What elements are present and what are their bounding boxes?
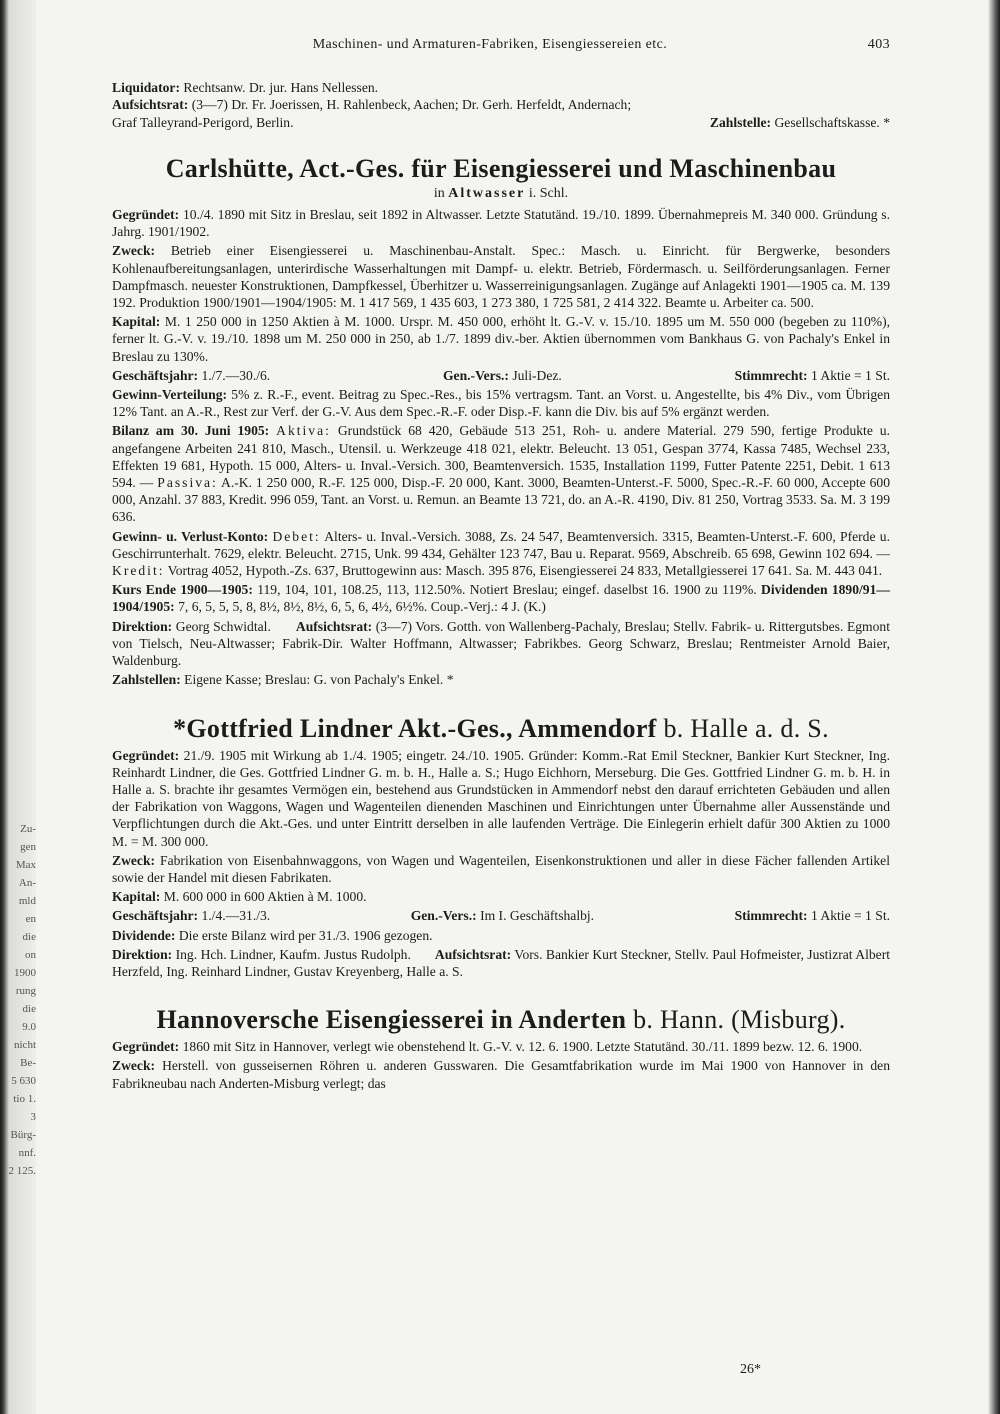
margin-fragment: nicht: [14, 1039, 36, 1051]
label: Liquidator:: [112, 80, 180, 96]
entry-heading-hannover: Hannoversche Eisengiesserei in Anderten b. Hann. (Misburg).: [156, 1005, 846, 1035]
lindner-kapital: Kapital: M. 600 000 in 600 Aktien à M. 1000.: [112, 889, 367, 905]
left-margin-fragments: [0, 820, 36, 1180]
text: Graf Talleyrand-Perigord, Berlin.: [112, 114, 294, 130]
margin-fragment: Zu-: [20, 823, 36, 835]
signature-mark: 26*: [740, 1362, 761, 1377]
label: Zahlstelle:: [709, 114, 772, 130]
carlshuette-bilanz: Bilanz am 30. Juni 1905: Aktiva: Grundstück 68 420, Gebäude 513 251, Roh- u. andere Material. 279 590, fertige Produkte u. angefangene Arbeiten 241 810, Masch., Utensil. u. Werkzeuge 418 021, elektr. Beleucht. 13 051, Gespan 3774, Kassa 7485, Wechsel 233, Effekten 19 681, Hypoth. 15 000, Alters- u. Inval.-Versich. 300, Beamtenversich. 1535, Installation 1199, Futter Patente 2251, Debit. 1 613 594. — Passiva: A.-K. 1 250 000, R.-F. 125 000, Disp.-F. 20 000, Kant. 3000, Beamten-Unterst.-F. 5000, Spec.-R.-F. 60 000, Accepte 600 000, Anzahl. 37 883, Kredit. 996 059, Tant. an Vorst. u. Remun. an Beamte 13 721, do. an A.-R. 4190, Div. 81 250, Vortrag 3533. Sa. M. 3 199 636.: [112, 423, 891, 525]
prev-aufsichtsrat: [112, 96, 890, 113]
carlshuette-kapital: Kapital: M. 1 250 000 in 1250 Aktien à M. 1000. Urspr. M. 450 000, erhöht lt. G.-V. v. 15./10. 1895 um M. 550 000 (begeben zu 110%), ferner lt. G.-V. v. 19./10. 1898 um M. 250 000 in 250, ab 1./7. 1899 div.-ber. Aktien übernommen vom Bankhaus G. von Pachaly's Enkel in Breslau zu 130%.: [112, 314, 890, 364]
entry-subheading-carlshuette: in Altwasser i. Schl.: [433, 185, 569, 201]
margin-fragment: die: [22, 1003, 36, 1015]
lindner-direktion-aufsichtsrat: Direktion: Ing. Hch. Lindner, Kaufm. Justus Rudolph. Aufsichtsrat: Vors. Bankier Kurt Steckner, Stellv. Paul Hofmeister, Justizrat Albert Herzfeld, Ing. Reinhard Lindner, Gustav Kreyenberg, Halle a. S.: [112, 946, 890, 979]
margin-fragment: An-: [18, 877, 36, 889]
running-head: [112, 36, 890, 53]
carlshuette-gegruendet: Gegründet: 10./4. 1890 mit Sitz in Breslau, seit 1892 in Altwasser. Letzte Statutänd. 19./10. 1899. Übernahmepreis M. 340 000. Gründung s. Jahrg. 1901/1902.: [112, 207, 890, 240]
text: Rechtsanw. Dr. jur. Hans Nellessen.: [183, 80, 379, 96]
margin-fragment: 3: [30, 1111, 36, 1123]
text: (3—7) Dr. Fr. Joerissen, H. Rahlenbeck, Aachen; Dr. Gerh. Herfeldt, Andernach;: [191, 97, 632, 113]
lindner-dividende: Dividende: Die erste Bilanz wird per 31./3. 1906 gezogen.: [112, 927, 433, 943]
lindner-geschaeftsjahr-row: Geschäftsjahr: 1./4.—31./3. Gen.-Vers.: Im I. Geschäftshalbj. Stimmrecht: 1 Aktie = 1 St.: [112, 908, 890, 924]
prev-liquidator: [112, 79, 890, 96]
carlshuette-zweck: Zweck: Betrieb einer Eisengiesserei u. Maschinenbau-Anstalt. Spec.: Masch. u. Einricht. für Bergwerke, besonders Kohlenaufbereitungsanlagen, unterirdische Wasserhaltungen mit Dampf- u. elektr. Betrieb, Fördermasch. u. Seilförderungsanlagen. Ferner Dampfmasch. neuester Konstruktionen, Dampfkessel, Überhitzer u. Wasserreinigungsanlagen. Zugänge auf Anlagekti 1901—1905 ca. M. 139 192. Produktion 1900/1901—1904/1905: M. 1 417 569, 1 435 603, 1 273 380, 1 725 581, 2 414 322. Beamte u. Arbeiter ca. 500.: [112, 243, 890, 311]
label: Aufsichtsrat:: [112, 97, 189, 113]
document-page: [112, 36, 890, 1092]
lindner-gegruendet: Gegründet: 21./9. 1905 mit Wirkung ab 1./4. 1905; eingetr. 24./10. 1905. Gründer: Komm.-Rat Emil Steckner, Bankier Kurt Steckner, Ing. Reinhardt Lindner, die Ges. Gottfried Lindner G. m. b. H., Halle a. S.; Hugo Eichhorn, Merseburg. Die Ges. Gottfried Lindner G. m. b. H. in Halle a. S. brachte ihr gesamtes Vermögen ein, bestehend aus Grundstücken in Ammendorf nebst den darauf errichteten Gebäuden und allen der Fabrikation von Waggons, Wagen und Wagenteilen dienenden Maschinen und Einrichtungen unter Übernahme aller Aussenstände und Verpflichtungen durch die Akt.-Ges. und unter Eintritt derselben in alle laufenden Verträge. Die Einlegerin erhielt dafür 300 Aktien zu 1000 M. = M. 300 000.: [112, 747, 891, 849]
margin-fragment: 9.0: [22, 1021, 36, 1033]
margin-fragment: 2 125.: [8, 1165, 36, 1177]
carlshuette-direktion-aufsichtsrat: Direktion: Georg Schwidtal. Aufsichtsrat: (3—7) Vors. Gotth. von Wallenberg-Pachaly, Breslau; Stellv. Fabrik- u. Rittergutsbes. Egmont von Tielsch, Neu-Altwasser; Fabrik-Dir. Walter Hoffmann, Altwasser; Fabrikbes. Georg Schwarz, Breslau; Rentmeister Arnold Baier, Waldenburg.: [112, 618, 890, 669]
lindner-zweck: Zweck: Fabrikation von Eisenbahnwaggons, von Wagen und Wagenteilen, Eisenkonstruktionen und aller in diese Fächer fallenden Artikel sowie der Handel mit diesen Fabrikaten.: [112, 852, 890, 885]
page-edge-right: [988, 0, 1000, 1414]
margin-fragment: gen: [20, 841, 36, 853]
hannover-gegruendet: Gegründet: 1860 mit Sitz in Hannover, verlegt wie obenstehend lt. G.-V. v. 12. 6. 1900. Letzte Statutänd. 30./11. 1899 bezw. 12. 6. 1900.: [112, 1039, 863, 1055]
margin-fragment: rung: [15, 985, 36, 997]
margin-fragment: en: [25, 913, 36, 925]
margin-fragment: Be-: [20, 1057, 36, 1069]
margin-fragment: Max: [15, 859, 36, 871]
entry-heading-lindner: *Gottfried Lindner Akt.-Ges., Ammendorf b. Halle a. d. S.: [173, 713, 829, 743]
binding-gutter-left: [0, 0, 36, 1414]
carlshuette-zahlstellen: Zahlstellen: Eigene Kasse; Breslau: G. von Pachaly's Enkel. *: [112, 672, 454, 688]
margin-fragment: tio 1.: [13, 1093, 36, 1105]
carlshuette-geschaeftsjahr-row: Geschäftsjahr: 1./7.—30./6. Gen.-Vers.: Juli-Dez. Stimmrecht: 1 Aktie = 1 St.: [112, 367, 890, 383]
margin-fragment: 1900: [14, 967, 36, 979]
margin-fragment: die: [22, 931, 36, 943]
page-number: 403: [867, 37, 890, 52]
margin-fragment: nnf.: [18, 1147, 36, 1159]
margin-fragment: mld: [18, 895, 36, 907]
carlshuette-gewinn-verteilung: Gewinn-Verteilung: 5% z. R.-F., event. Beitrag zu Spec.-Res., bis 15% vertragsm. Tant. an Vorst. u. Angestellte, bis 4% Div., vom Übrigen 12% Tant. an A.-R., Rest zur Verf. der G.-V. Aus dem Spec.-R.-F. oder Disp.-F. kann die Div. bis auf 5% ergänzt werden.: [112, 387, 891, 420]
entry-heading-carlshuette: Carlshütte, Act.-Ges. für Eisengiesserei und Maschinenbau: [165, 153, 837, 183]
carlshuette-guv: Gewinn- u. Verlust-Konto: Debet: Alters- u. Inval.-Versich. 3088, Zs. 24 547, Beamtenversich. 3315, Beamten-Unterst.-F. 600, Pferde u. Geschirrunterhalt. 7629, elektr. Beleucht. 2715, Unk. 99 434, Gehälter 123 747, Bau u. Reparat. 9569, Abschreib. 65 698, Gewinn 102 694. — Kredit: Vortrag 4052, Hypoth.-Zs. 637, Bruttogewinn aus: Masch. 395 876, Eisengiesserei 24 833, Metallgiesserei 17 641. Sa. M. 443 041.: [112, 528, 890, 579]
margin-fragment: 5 630: [11, 1075, 36, 1087]
hannover-zweck: Zweck: Herstell. von gusseisernen Röhren u. anderen Gusswaren. Die Gesamtfabrikation wurde im Mai 1900 von Hannover in den Fabrikneubau nach Anderten-Misburg verlegt; das: [112, 1058, 890, 1091]
margin-fragment: on: [25, 949, 36, 961]
carlshuette-kurs-dividenden: Kurs Ende 1900—1905: 119, 104, 101, 108.25, 113, 112.50%. Notiert Breslau; eingef. daselbst 16. 1900 zu 119%. Dividenden 1890/91—1904/1905: 7, 6, 5, 5, 5, 8, 8½, 8½, 8½, 6, 5, 6, 4½, 6½%. Coup.-Verj.: 4 J. (K.): [112, 582, 890, 615]
running-head-title: Maschinen- und Armaturen-Fabriken, Eisengiessereien etc.: [312, 37, 668, 52]
prev-zahlstelle-row: [112, 114, 890, 131]
margin-fragment: Bürg-: [10, 1129, 36, 1141]
text: Gesellschaftskasse. *: [774, 114, 890, 130]
